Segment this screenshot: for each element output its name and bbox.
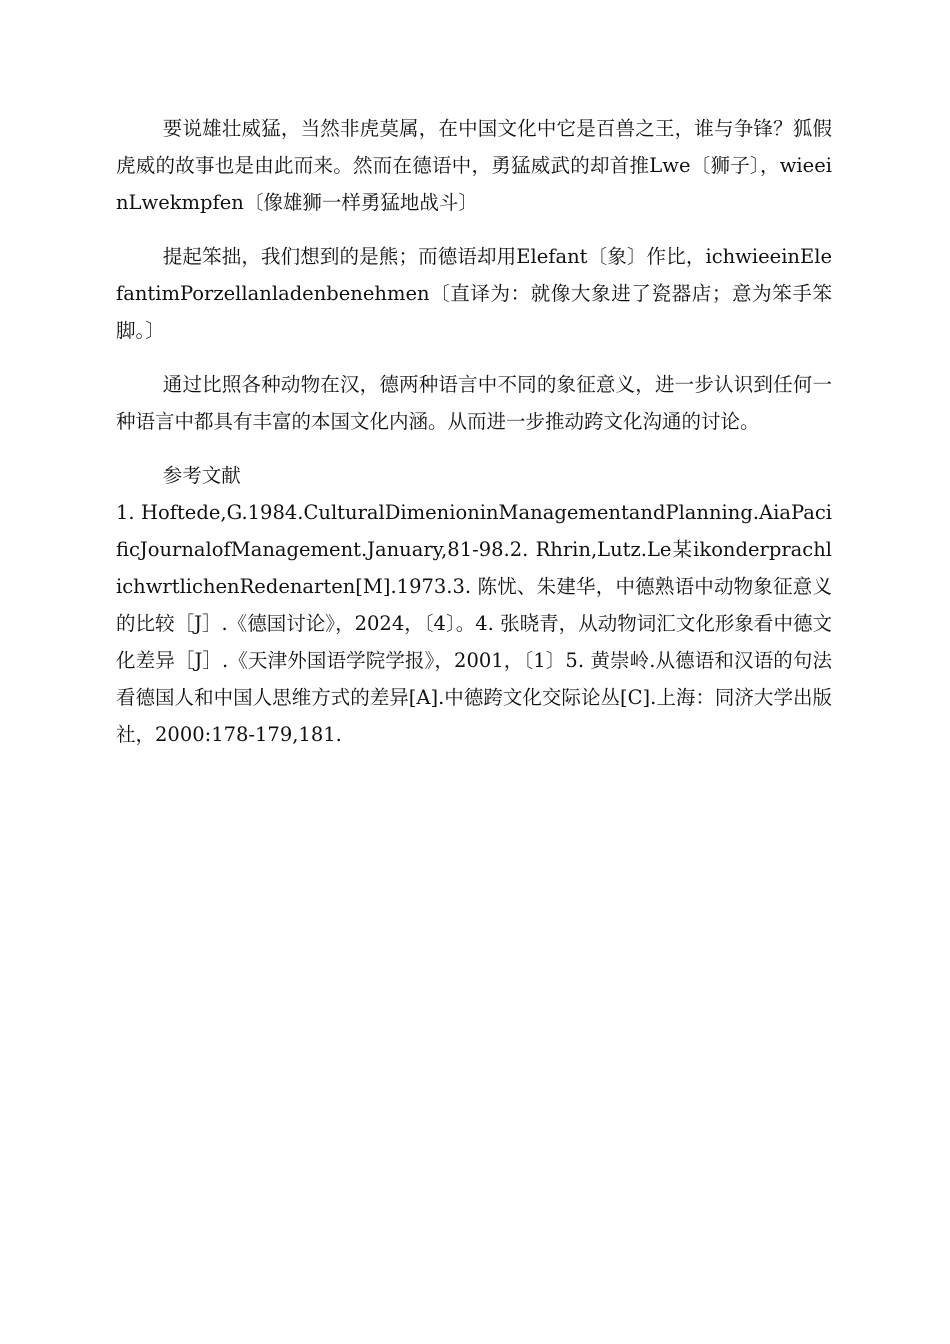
paragraph-conclusion: 通过比照各种动物在汉，德两种语言中不同的象征意义，进一步认识到任何一种语言中都具有丰富的本国文化内涵。从而进一步推动跨文化沟通的讨论。 [116,373,832,433]
references-heading: 参考文献 [162,464,241,487]
references-list: 1. Hoftede,G.1984.CulturalDimenioninManagementandPlanning.AiaPacificJournalofManagement.January,81-98.2. Rhrin,Lutz.Le某ikonderprachlichwrtlichenRedenarten[M].1973.3. 陈忧、朱建华，中德熟语中动物象征意义的比较［J］.《德国讨论》，2024，〔4〕。4. 张晓青，从动物词汇文化形象看中德文化差异［J］.《天津外国语学院学报》，2001，〔1〕5. 黄崇岭.从德语和汉语的句法看德国人和中国人思维方式的差异[A].中德跨文化交际论丛[C].上海：同济大学出版社，2000:178-179,181. [116,501,832,746]
paragraph-tiger-lion: 要说雄壮威猛，当然非虎莫属，在中国文化中它是百兽之王，谁与争锋？狐假虎威的故事也是由此而来。然而在德语中，勇猛威武的却首推Lwe〔狮子〕，wieeinLwekmpfen〔像雄狮一样勇猛地战斗〕 [116,117,832,214]
paragraph-bear-elephant: 提起笨拙，我们想到的是熊；而德语却用Elefant〔象〕作比，ichwieeinElefantimPorzellanladenbenehmen〔直译为：就像大象进了瓷器店；意为笨手笨脚。〕 [116,245,832,342]
document-body [116,110,832,753]
